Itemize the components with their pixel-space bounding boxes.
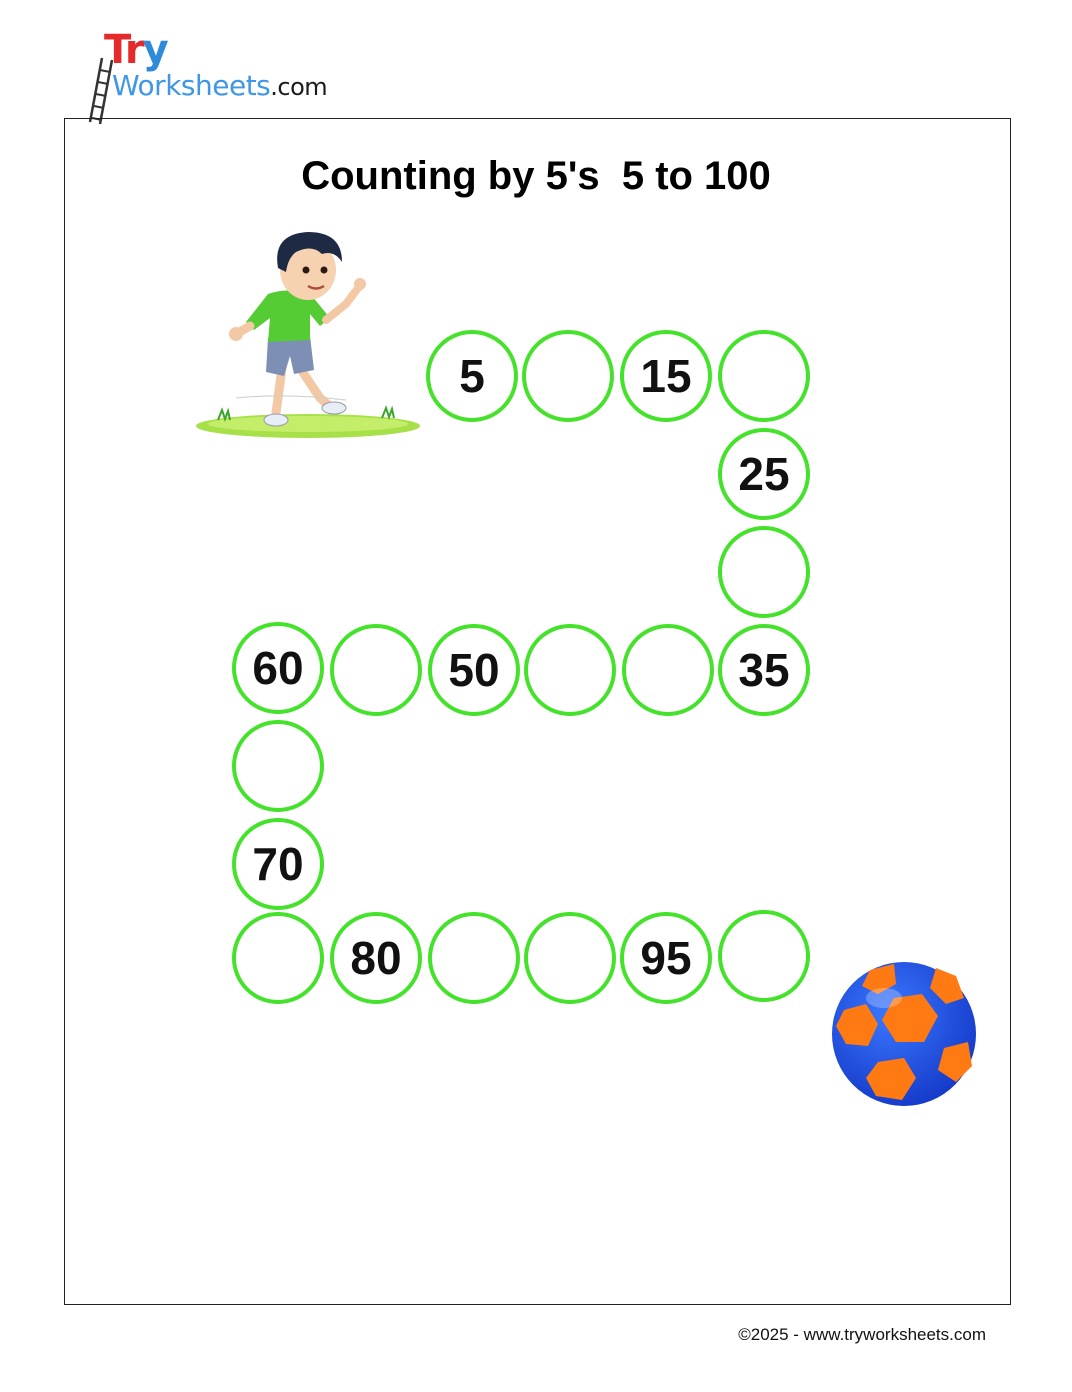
logo-dotcom-text: .com [270, 73, 328, 101]
site-logo[interactable] [88, 28, 348, 108]
count-circle[interactable] [524, 912, 616, 1004]
count-circle[interactable] [522, 330, 614, 422]
boy-illustration [196, 228, 426, 440]
count-circle[interactable]: 15 [620, 330, 712, 422]
count-circle[interactable] [718, 910, 810, 1002]
count-circle[interactable] [718, 526, 810, 618]
count-circle[interactable] [718, 330, 810, 422]
count-circle[interactable] [622, 624, 714, 716]
copyright-footer: ©2025 - www.tryworksheets.com [738, 1325, 986, 1344]
logo-letter: r [124, 27, 143, 73]
count-circle[interactable] [232, 720, 324, 812]
count-circle[interactable]: 95 [620, 912, 712, 1004]
logo-worksheets [112, 69, 328, 102]
count-circle[interactable]: 50 [428, 624, 520, 716]
count-circle[interactable]: 5 [426, 330, 518, 422]
logo-letter: T [104, 27, 125, 73]
count-circle[interactable]: 60 [232, 622, 324, 714]
logo-letter: y [142, 27, 167, 73]
count-circle[interactable] [524, 624, 616, 716]
count-circle[interactable]: 35 [718, 624, 810, 716]
logo-worksheets-text: Worksheets [112, 69, 271, 102]
count-circle[interactable]: 80 [330, 912, 422, 1004]
count-circle[interactable]: 70 [232, 818, 324, 910]
count-circle[interactable] [428, 912, 520, 1004]
worksheet-title: Counting by 5's 5 to 100 [301, 154, 771, 198]
count-circle[interactable] [232, 912, 324, 1004]
count-circle[interactable] [330, 624, 422, 716]
count-circle[interactable]: 25 [718, 428, 810, 520]
logo-try [104, 27, 167, 73]
soccer-ball-illustration [826, 958, 982, 1110]
